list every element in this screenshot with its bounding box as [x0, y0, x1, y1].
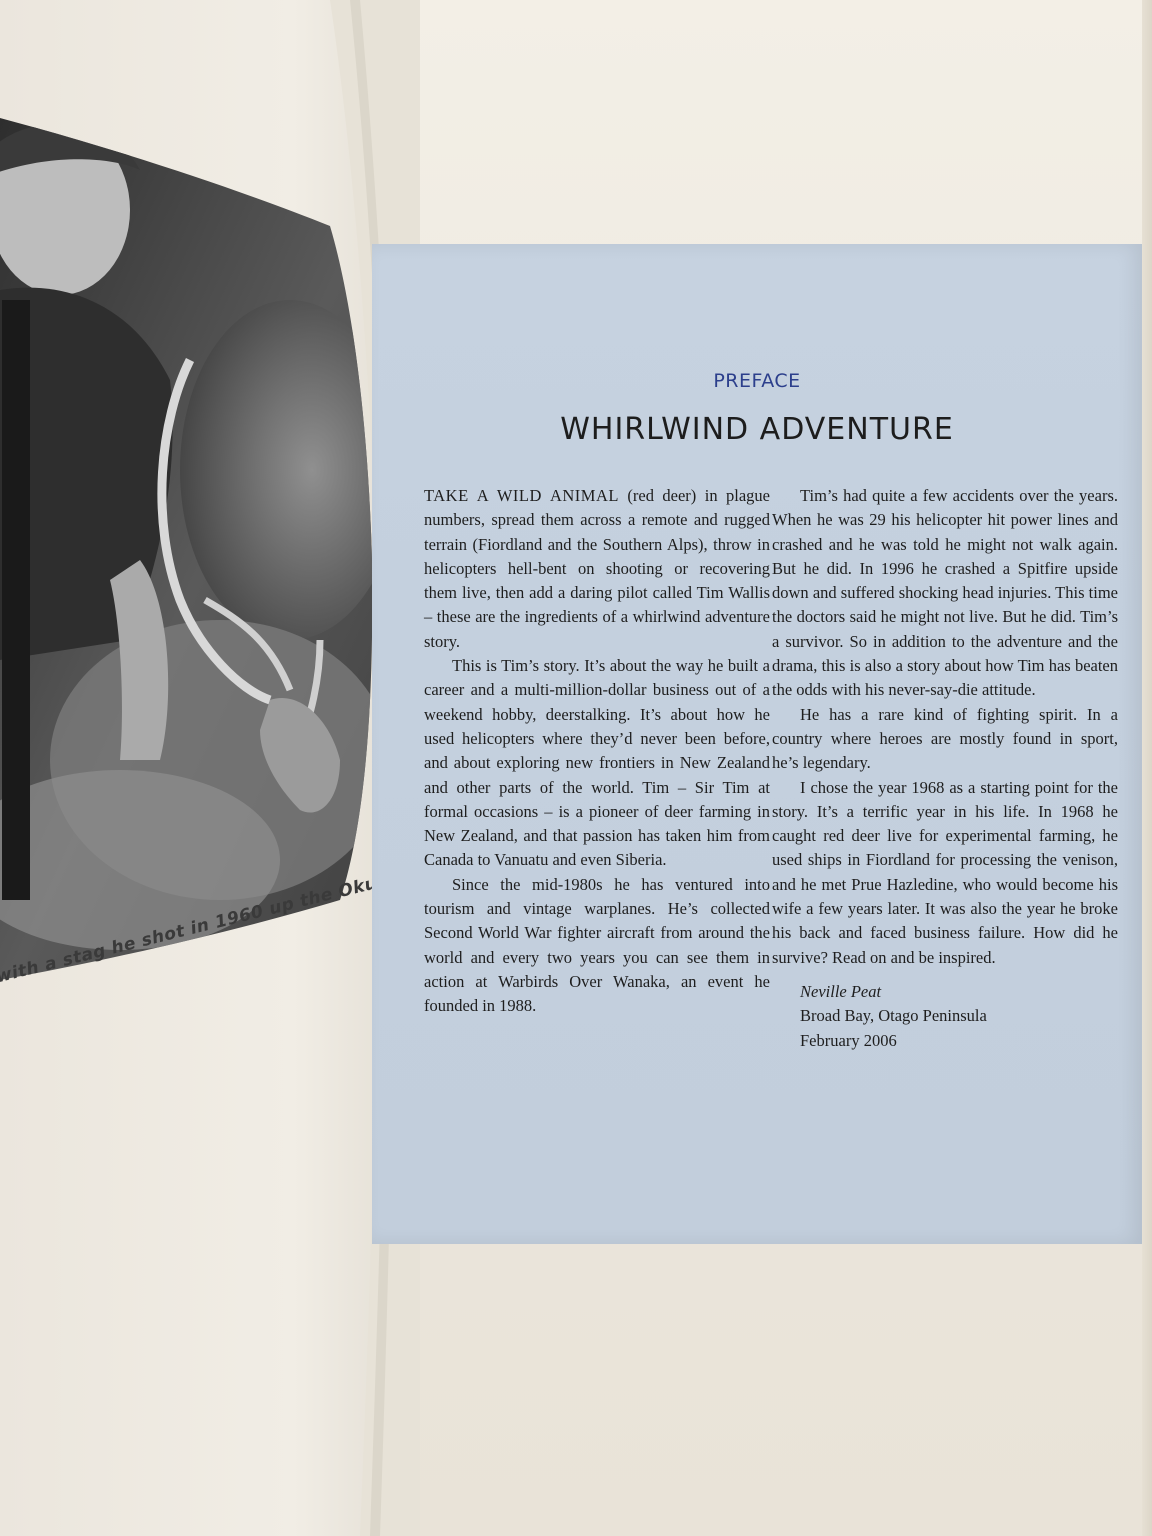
author-name: Neville Peat	[800, 981, 882, 1001]
text-column-left	[424, 484, 770, 1019]
signoff-date: February 2006	[800, 1030, 897, 1050]
photo-caption: with a stag he shot in 1960 up the Okuru	[0, 867, 401, 988]
signoff-place: Broad Bay, Otago Peninsula	[800, 1006, 987, 1026]
paragraph: Tim’s had quite a few accidents over the years. When he was 29 his helicopter hit power lines and crashed and he was told he might not walk again. But he did. In 1996 he crashed a Spitfire upside down and suffered shocking head injuries. This time the doctors said he might not live. But he did. Tim’s a survivor. So in addition to the adventure and the drama, this is also a story about how Tim has beaten the odds with his never-say-die attitude.	[772, 486, 1118, 700]
paragraph	[424, 484, 770, 654]
text-column-right	[772, 484, 1118, 1053]
paragraph: This is Tim’s story. It’s about the way he built a career and a multi-million-dollar business out of a weekend hobby, deerstalking. It’s about how he used helicopters where they’d never been before, and about exploring new frontiers in New Zealand and other parts of the world. Tim – Sir Tim at formal occasions – is a pioneer of deer farming in New Zealand, and that passion has taken him from Canada to Vanuatu and even Siberia.	[424, 656, 770, 870]
lead-in: TAKE A WILD ANIMAL	[424, 486, 619, 505]
page-title: WHIRLWIND ADVENTURE	[560, 412, 954, 447]
section-label: PREFACE	[713, 370, 801, 392]
left-page	[0, 0, 420, 1536]
signoff	[772, 980, 1118, 1053]
paragraph-text: (red deer) in plague numbers, spread them across a remote and rugged terrain (Fiordland and the Southern Alps), throw in helicopters hell-bent on shooting or recovering them live, then add a daring pilot called Tim Wallis – these are the ingredients of a whirlwind adventure story.	[424, 486, 771, 651]
right-page	[372, 244, 1142, 1244]
paragraph: I chose the year 1968 as a starting point for the story. It’s a terrific year in his life. In 1968 he caught red deer live for experimental farming, he used ships in Fiordland for processing the venison, and he met Prue Hazledine, who would become his wife a few years later. It was also the year he broke his back and faced business failure. How did he survive? Read on and be inspired.	[772, 777, 1118, 967]
photograph	[0, 0, 420, 1536]
paragraph: Since the mid-1980s he has ventured into tourism and vintage warplanes. He’s collected Second World War fighter aircraft from around the world and every two years you can see them in action at Warbirds Over Wanaka, an event he founded in 1988.	[424, 874, 770, 1016]
page-edge	[1142, 0, 1152, 1536]
paragraph: He has a rare kind of fighting spirit. In a country where heroes are mostly found in sport, he’s legendary.	[772, 704, 1118, 773]
